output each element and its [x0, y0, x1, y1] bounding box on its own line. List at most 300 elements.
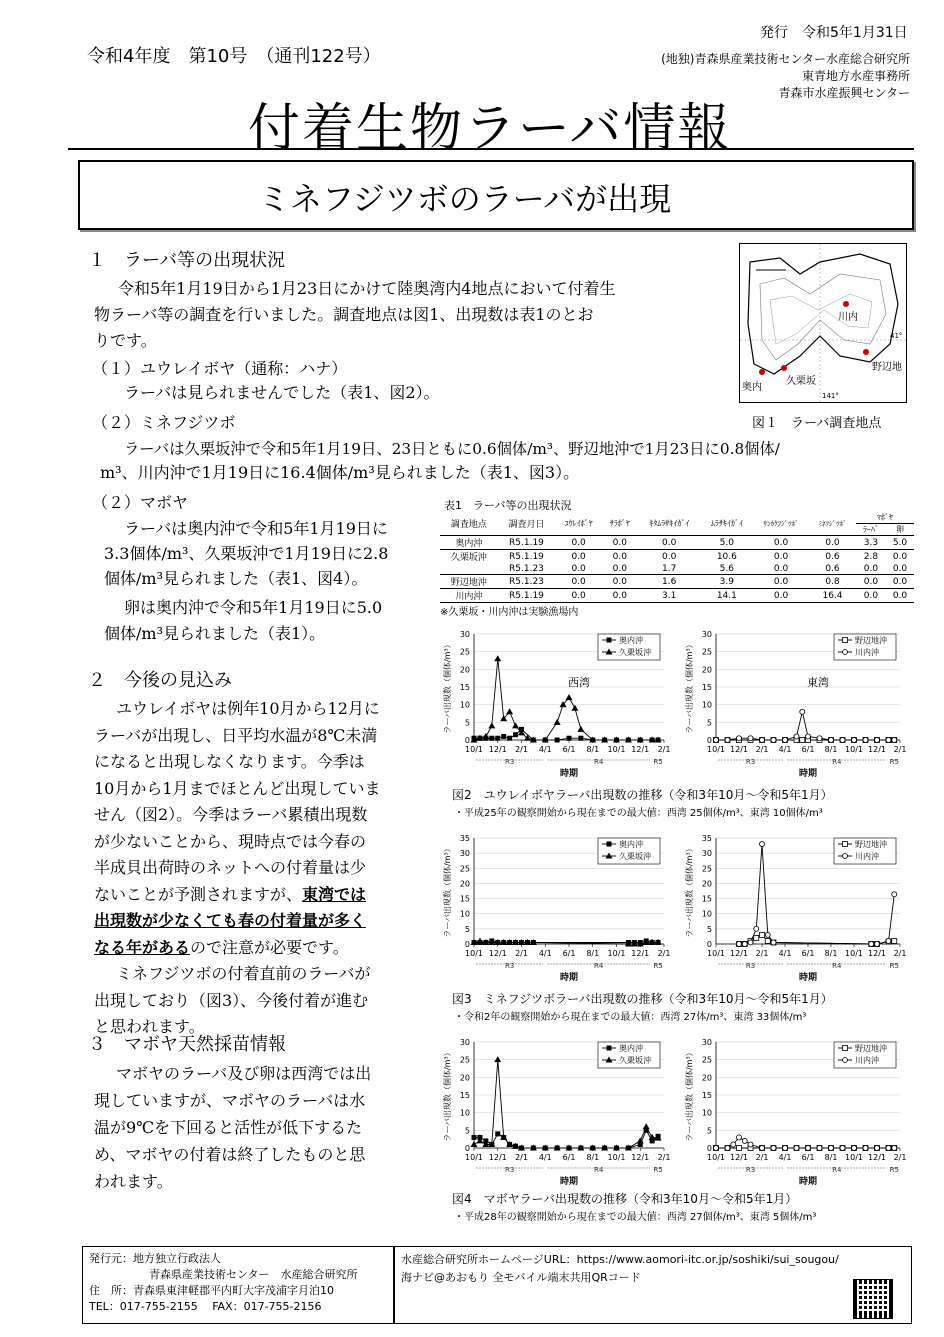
data-point	[578, 736, 583, 741]
fiscal-year-label: R5	[889, 1166, 899, 1174]
s2-line: ラーバが出現し、日平均水温が8℃未満	[94, 725, 378, 745]
fiscal-year-label: R3	[504, 758, 515, 766]
s2-line: ユウレイボヤは例年10月から12月に	[116, 699, 380, 718]
y-tick-label: 15	[701, 683, 712, 692]
table-row	[440, 550, 914, 564]
table-cell: 1.6	[638, 575, 701, 589]
s2-text: ないことが予測されますが、	[94, 884, 303, 904]
x-tick-label: 8/1	[824, 1153, 838, 1162]
data-point	[748, 940, 753, 945]
data-point	[571, 705, 578, 711]
legend-label: 川内沖	[855, 1056, 879, 1065]
data-point	[472, 1135, 477, 1140]
table-cell: R5.1.19	[509, 551, 544, 562]
title-rule	[68, 148, 914, 150]
data-point	[794, 1146, 799, 1151]
y-tick-label: 5	[706, 1126, 712, 1136]
y-tick-label: 5	[464, 924, 470, 934]
x-tick-label: 8/1	[586, 1153, 600, 1162]
x-tick-label: 12/1	[488, 949, 507, 958]
x-tick-label: 6/1	[562, 745, 576, 754]
x-tick-label: 8/1	[586, 949, 600, 958]
data-point	[748, 736, 753, 741]
y-tick-label: 25	[701, 864, 712, 874]
x-tick-label: 12/1	[868, 1153, 886, 1162]
data-point	[748, 1142, 753, 1147]
y-tick-label: 20	[459, 879, 470, 889]
table-header-cell: 調査月日	[498, 512, 556, 536]
y-tick-label: 0	[706, 736, 712, 745]
fiscal-year-label: R4	[832, 962, 842, 970]
x-axis-label: 時期	[798, 1177, 818, 1187]
data-point	[577, 726, 584, 732]
table-cell: 久栗坂沖	[450, 553, 487, 563]
legend-label: 川内沖	[855, 852, 879, 861]
data-point	[875, 1146, 880, 1151]
data-point	[737, 736, 742, 741]
s3-paragraph	[94, 1060, 424, 1195]
table-cell: 0.0	[886, 563, 914, 575]
table-title: 表1 ラーバ等の出現状況	[444, 499, 572, 512]
s2-emphasis: 東湾では	[302, 884, 367, 904]
table-header-cell: ｷﾀﾑﾗｻｷｲｶﾞｲ	[638, 512, 701, 536]
s2-line: 半成貝出荷時のネットへの付着量は少	[94, 858, 367, 877]
data-point	[495, 736, 500, 741]
data-point	[829, 1146, 834, 1151]
fig4-east-chart	[680, 1032, 914, 1190]
table-cell: R5.1.19	[498, 536, 556, 550]
data-point	[737, 1135, 742, 1140]
data-point	[771, 1146, 776, 1151]
x-tick-label: 4/1	[778, 949, 792, 958]
s2-line: 出現しており（図3）、今後付着が進む	[94, 990, 369, 1010]
x-tick-label: 4/1	[778, 745, 792, 754]
x-tick-label: 12/1	[868, 745, 886, 754]
y-tick-label: 20	[701, 879, 712, 889]
x-tick-label: 2/1	[657, 949, 671, 958]
x-tick-label: 10/1	[845, 949, 863, 958]
x-tick-label: 12/1	[631, 1153, 650, 1162]
table-cell: 5.6	[701, 563, 753, 575]
map-caption: 図１ ラーバ調査地点	[752, 416, 882, 431]
data-point	[783, 738, 788, 743]
x-tick-label: 4/1	[538, 1153, 552, 1162]
fiscal-year-label: R4	[594, 1166, 604, 1174]
y-tick-label: 5	[706, 718, 712, 728]
data-point	[725, 1146, 730, 1151]
x-axis-label: 時期	[559, 769, 579, 779]
data-point	[875, 942, 880, 947]
x-tick-label: 2/1	[893, 1153, 907, 1162]
s2-emphasis: 出現数が少なくても春の付着量が多く	[94, 911, 367, 930]
data-point	[771, 738, 776, 743]
y-tick-label: 25	[459, 647, 470, 657]
y-tick-label: 30	[459, 849, 470, 859]
x-tick-label: 12/1	[488, 745, 507, 754]
data-point	[495, 1131, 500, 1136]
data-point	[852, 1146, 857, 1151]
table-subheader-cell: 卵	[886, 524, 914, 536]
s3-line: 温が9℃を下回ると活性が低下するた	[94, 1118, 363, 1137]
x-tick-label: 2/1	[515, 745, 528, 754]
data-point	[554, 719, 561, 725]
data-point	[754, 935, 759, 940]
x-tick-label: 10/1	[707, 1153, 725, 1162]
bay-label: 東湾	[807, 676, 829, 689]
data-point	[507, 736, 512, 741]
fig3-west-chart	[438, 828, 678, 986]
table-subheader-cell: ﾗｰﾊﾞ	[856, 524, 886, 536]
s2-line: せん（図2）。今季はラーバ累積出現数	[94, 805, 368, 824]
data-point	[886, 938, 891, 943]
s3-line: め、マボヤの付着は終了したものと思	[94, 1145, 366, 1164]
table-cell: 0.0	[886, 589, 914, 603]
y-axis-label: ラーバ出現数（個体/m³）	[685, 640, 694, 734]
x-tick-label: 2/1	[893, 949, 907, 958]
fig2-west-chart	[438, 624, 678, 782]
x-axis-label: 時期	[798, 769, 818, 779]
s2-line: が少ないことから、現時点では今春の	[94, 831, 367, 851]
s2-line: になると出現しなくなります。今季は	[94, 752, 365, 771]
x-tick-label: 10/1	[465, 745, 483, 754]
table-cell: 5.0	[701, 536, 753, 550]
y-tick-label: 5	[706, 924, 712, 934]
y-tick-label: 0	[706, 940, 712, 949]
x-tick-label: 10/1	[707, 745, 725, 754]
legend-marker	[843, 854, 848, 859]
fiscal-year-label: R4	[594, 962, 604, 970]
data-point	[506, 708, 513, 714]
data-point	[760, 1146, 765, 1151]
fig2-east-chart	[680, 624, 914, 782]
s1b-text-line2: m³、川内沖で1月19日に16.4個体/m³見られました（表1、図3）。	[100, 463, 580, 482]
s2-paragraph1	[94, 696, 424, 1041]
fig3-east-chart	[680, 828, 914, 986]
y-tick-label: 15	[701, 1091, 712, 1100]
data-point	[806, 1146, 811, 1151]
table-cell: 3.3	[856, 536, 886, 550]
table-cell: 0.0	[602, 589, 638, 603]
s1-intro-line1: 令和5年1月19日から1月23日にかけて陸奥湾内4地点において付着生	[118, 279, 616, 298]
y-tick-label: 15	[459, 894, 470, 904]
x-tick-label: 6/1	[562, 1153, 576, 1162]
y-tick-label: 5	[464, 1126, 470, 1136]
publisher-2: 東青地方水産事務所	[801, 69, 910, 83]
table-cell	[440, 563, 498, 575]
x-tick-label: 2/1	[755, 1153, 769, 1162]
table-cell: 0.0	[602, 563, 638, 575]
table-cell: 0.0	[856, 563, 886, 575]
y-tick-label: 5	[464, 718, 470, 728]
x-tick-label: 2/1	[657, 745, 671, 754]
data-point	[771, 940, 776, 945]
table-row	[440, 575, 914, 589]
data-point	[643, 1123, 650, 1129]
table-cell: 0.0	[773, 551, 789, 562]
data-point	[760, 842, 765, 847]
table-cell: 川内沖	[440, 589, 498, 603]
fiscal-year-label: R3	[745, 758, 756, 766]
table-header-cell: ﾏﾎﾞﾔ	[856, 512, 914, 524]
fiscal-year-label: R3	[745, 962, 756, 970]
table-cell: 10.6	[716, 551, 737, 562]
table-row	[440, 563, 914, 575]
table-cell: R5.1.23	[498, 563, 556, 575]
x-tick-label: 12/1	[631, 745, 650, 754]
data-point	[892, 738, 897, 743]
y-tick-label: 10	[701, 1108, 712, 1118]
data-point	[800, 709, 805, 714]
table-cell: 1.7	[638, 563, 701, 575]
footer-qr-label: 海ナビ@あおもり 全モバイル端末共用QRコード	[401, 1271, 641, 1284]
fiscal-year-label: R3	[745, 1166, 756, 1174]
fiscal-year-label: R5	[653, 962, 663, 970]
x-tick-label: 2/1	[755, 745, 769, 754]
table-cell: 0.0	[555, 575, 602, 589]
data-point	[875, 738, 880, 743]
table-cell: 0.0	[555, 536, 602, 550]
table-cell: 0.0	[753, 536, 809, 550]
x-tick-label: 12/1	[730, 1153, 748, 1162]
publisher-1: (地独)青森県産業技術センター水産総合研究所	[661, 52, 910, 66]
legend-label: 野辺地沖	[855, 1044, 887, 1053]
headline: ミネフジツボのラーバが出現	[258, 180, 672, 218]
x-axis-label: 時期	[798, 973, 818, 983]
y-axis-label: ラーバ出現数（個体/m³）	[685, 1048, 694, 1142]
map-grid-lat: 41°	[890, 332, 903, 340]
fig2-caption: 図2 ユウレイボヤラーバ出現数の推移（令和3年10月～令和5年1月）	[452, 788, 833, 802]
footer-phone: TEL：017-755-2155 FAX：017-755-2156	[89, 1300, 322, 1313]
legend-label: 久栗坂沖	[619, 852, 651, 861]
map-label-noheji: 野辺地	[872, 362, 902, 373]
table-cell: 0.0	[662, 551, 677, 562]
data-point	[765, 938, 770, 943]
table-header-cell: ｻﾝｶｸﾌｼﾞﾂﾎﾞ	[753, 512, 809, 536]
x-tick-label: 2/1	[515, 1153, 528, 1162]
legend-label: 野辺地沖	[855, 840, 887, 849]
y-tick-label: 25	[701, 1055, 712, 1065]
y-tick-label: 10	[701, 700, 712, 710]
x-tick-label: 4/1	[538, 949, 552, 958]
x-axis-label: 時期	[559, 973, 579, 983]
s2-line	[94, 882, 424, 909]
table-note: ※久栗坂・川内沖は実験漁場内	[440, 607, 579, 618]
x-tick-label: 8/1	[824, 949, 838, 958]
x-tick-label: 6/1	[801, 1153, 815, 1162]
table-cell: 0.0	[638, 536, 701, 550]
map-label-kuryuzaka: 久栗坂	[786, 376, 816, 387]
fiscal-year-label: R5	[653, 758, 663, 766]
y-tick-label: 35	[459, 834, 470, 843]
legend-label: 奥内沖	[619, 636, 643, 645]
bay-label: 西湾	[568, 676, 590, 689]
x-tick-label: 2/1	[893, 745, 907, 754]
s1b-text-line1: ラーバは久栗坂沖で令和5年1月19日、23日ともに0.6個体/m³、野辺地沖で1月23日に0.8個体/	[124, 440, 780, 458]
data-point	[501, 734, 506, 739]
data-point	[714, 1146, 719, 1151]
data-point	[886, 738, 891, 743]
table-row	[440, 589, 914, 603]
x-tick-label: 8/1	[586, 745, 600, 754]
y-tick-label: 10	[459, 1108, 470, 1118]
x-tick-label: 12/1	[730, 745, 748, 754]
y-tick-label: 20	[459, 1073, 470, 1083]
page-title: 付着生物ラーバ情報	[248, 99, 732, 159]
y-tick-label: 15	[701, 894, 712, 904]
legend-marker	[843, 650, 848, 655]
data-point	[817, 736, 822, 741]
x-tick-label: 2/1	[657, 1153, 671, 1162]
data-point	[754, 926, 759, 931]
data-point	[494, 1056, 501, 1062]
x-tick-label: 10/1	[607, 949, 626, 958]
data-point	[742, 1138, 747, 1143]
y-tick-label: 10	[459, 700, 470, 710]
table-row	[440, 536, 914, 550]
data-point	[731, 1142, 736, 1147]
y-tick-label: 30	[459, 630, 470, 639]
section2-heading: ２ 今後の見込み	[88, 670, 232, 691]
data-point	[886, 1146, 891, 1151]
y-axis-label: ラーバ出現数（個体/m³）	[443, 844, 452, 938]
y-tick-label: 25	[701, 647, 712, 657]
data-point	[863, 738, 868, 743]
x-tick-label: 12/1	[730, 949, 748, 958]
legend-marker	[607, 638, 612, 643]
footer-org: 青森県産業技術センター 水産総合研究所	[149, 1268, 358, 1281]
fiscal-year-label: R3	[504, 1166, 515, 1174]
fig3-note: ・令和2年の観察開始から現在までの最大値：西湾 27体/m³、東湾 33個体/m³	[454, 1012, 807, 1023]
legend-label: 奥内沖	[619, 840, 643, 849]
data-point	[817, 1146, 822, 1151]
data-point	[840, 738, 845, 743]
fig4-note: ・平成28年の観察開始から現在までの最大値：西湾 27個体/m³、東湾 5個体/m³	[454, 1212, 817, 1223]
y-tick-label: 35	[701, 834, 712, 843]
section1-heading: １ ラーバ等の出現状況	[88, 250, 286, 271]
x-axis-label: 時期	[559, 1177, 579, 1187]
footer-address: 住 所：青森県東津軽郡平内町大字茂浦字月泊10	[89, 1284, 334, 1297]
data-point	[794, 734, 799, 739]
x-tick-label: 12/1	[488, 1153, 507, 1162]
map-grid-lon: 141°	[822, 392, 839, 400]
fiscal-year-label: R3	[504, 962, 515, 970]
table-cell: 野辺地沖	[440, 575, 498, 589]
y-tick-label: 0	[464, 736, 470, 745]
legend-label: 野辺地沖	[855, 636, 887, 645]
qr-code-icon[interactable]	[854, 1280, 892, 1318]
table-cell: 0.0	[602, 575, 638, 589]
legend-marker	[843, 638, 848, 643]
data-point	[513, 732, 518, 737]
data-point	[783, 1146, 788, 1151]
data-point	[840, 1146, 845, 1151]
s1a-heading: （１）ユウレイボヤ（通称：ハナ）	[92, 359, 348, 378]
fiscal-year-label: R4	[594, 758, 604, 766]
table-cell: 2.8	[863, 551, 879, 562]
table-cell: 0.0	[555, 563, 602, 575]
legend-label: 久栗坂沖	[619, 1056, 651, 1065]
data-point	[869, 942, 874, 947]
x-tick-label: 12/1	[868, 949, 886, 958]
y-tick-label: 20	[701, 665, 712, 675]
table-cell: 0.0	[856, 589, 886, 603]
y-tick-label: 20	[459, 665, 470, 675]
fig4-caption: 図4 マボヤラーバ出現数の推移（令和3年10月～令和5年1月）	[452, 1192, 798, 1206]
legend-label: 川内沖	[855, 648, 879, 657]
y-tick-label: 0	[464, 1144, 470, 1153]
fiscal-year-label: R4	[832, 758, 842, 766]
s3-line: われます。	[94, 1172, 173, 1191]
fiscal-year-label: R5	[889, 758, 899, 766]
table-cell: 0.0	[809, 536, 856, 550]
footer-url[interactable]: 水産総合研究所ホームページURL：https://www.aomori-itc.or.jp/soshiki/sui_sougou/	[401, 1253, 839, 1266]
y-tick-label: 30	[701, 630, 712, 639]
data-point	[806, 734, 811, 739]
data-point	[737, 942, 742, 947]
data-point	[760, 932, 765, 937]
s2-text: ので注意が必要です。	[190, 937, 349, 957]
fiscal-year-label: R5	[653, 1166, 663, 1174]
footer-left-box	[82, 1246, 394, 1324]
data-point	[892, 892, 897, 897]
x-tick-label: 4/1	[538, 745, 552, 754]
table-header-cell: ﾐﾈﾌｼﾞﾂﾎﾞ	[809, 512, 856, 536]
s1a-text: ラーバは見られませんでした（表1、図2）。	[124, 383, 440, 402]
table-header-cell: ｻﾗﾎﾞﾔ	[602, 512, 638, 536]
table-cell: 0.0	[886, 575, 914, 589]
s2-line	[94, 935, 424, 962]
table-cell: 16.4	[809, 589, 856, 603]
series-line	[474, 1060, 658, 1148]
data-point	[494, 655, 501, 661]
section3-heading: ３ マボヤ天然採苗情報	[88, 1034, 286, 1055]
table-cell: 14.1	[701, 589, 753, 603]
data-point	[488, 722, 495, 728]
s1-intro-line2: 物ラーバ等の調査を行いました。調査地点は図1、出現数は表1のとお	[94, 305, 594, 324]
data-point	[489, 736, 494, 741]
x-tick-label: 10/1	[845, 745, 863, 754]
s3-line: マボヤのラーバ及び卵は西湾では出	[116, 1064, 372, 1083]
table-cell: 0.0	[753, 575, 809, 589]
data-point	[742, 942, 747, 947]
table-cell: 0.0	[856, 575, 886, 589]
s2-line: と思われます。	[94, 1017, 205, 1036]
y-tick-label: 0	[706, 1144, 712, 1153]
issue-date: 発行 令和5年1月31日	[760, 25, 908, 41]
map-label-kawauchi: 川内	[838, 312, 858, 323]
data-point	[829, 738, 834, 743]
table-cell: 0.0	[892, 551, 908, 562]
issue-line: 令和4年度 第10号 （通刊122号）	[87, 46, 381, 67]
table-cell: 3.9	[701, 575, 753, 589]
x-tick-label: 10/1	[465, 949, 483, 958]
x-tick-label: 10/1	[465, 1153, 483, 1162]
legend-label: 奥内沖	[619, 1044, 643, 1053]
data-point	[471, 1141, 478, 1147]
s1b-heading: （２）ミネフジツボ	[92, 413, 236, 432]
table-cell: 0.0	[602, 536, 638, 550]
x-tick-label: 6/1	[801, 745, 815, 754]
fiscal-year-label: R5	[889, 962, 899, 970]
mutsu-bay-map	[740, 244, 906, 402]
x-tick-label: 10/1	[845, 1153, 863, 1162]
table-cell: 0.6	[825, 551, 840, 562]
footer-right-box	[394, 1246, 912, 1324]
y-tick-label: 30	[701, 1038, 712, 1047]
table-cell: 0.0	[753, 563, 809, 575]
table-cell: R5.1.23	[498, 575, 556, 589]
x-tick-label: 10/1	[607, 745, 626, 754]
